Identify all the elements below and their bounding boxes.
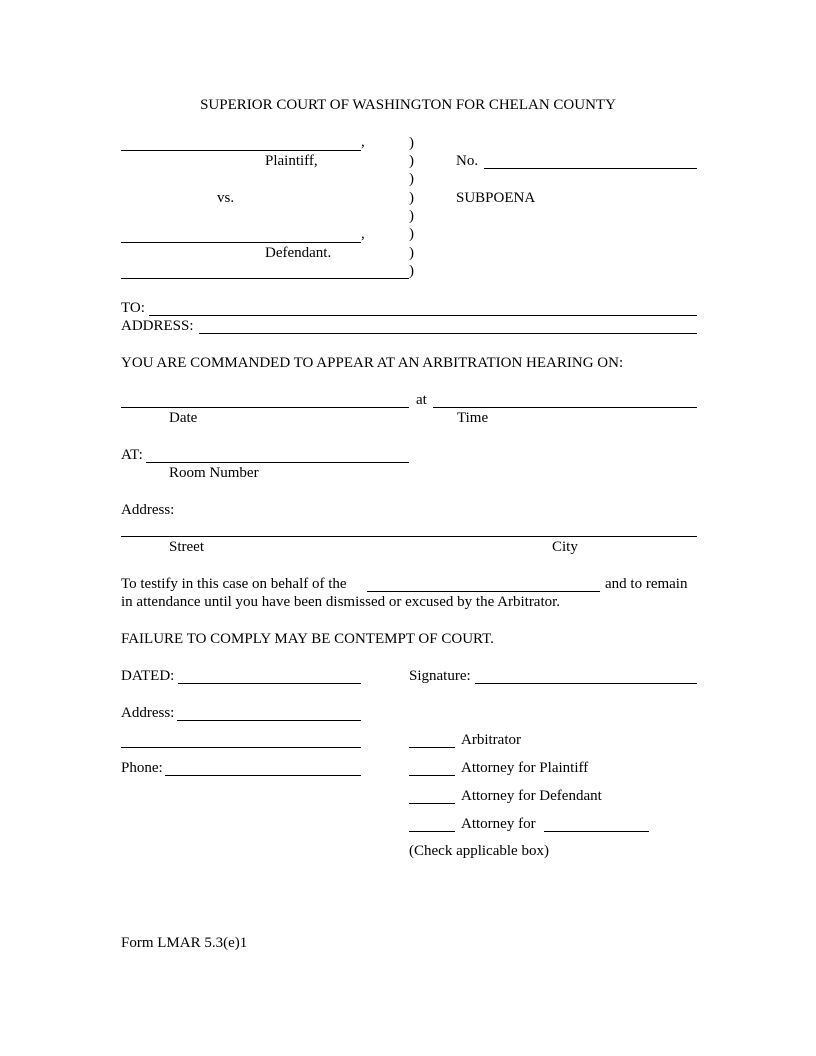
address-label: ADDRESS:	[121, 318, 194, 334]
plaintiff-attorney-check-blank[interactable]	[409, 775, 455, 776]
date-label: Date	[169, 410, 198, 426]
attorney-for-party-line[interactable]	[544, 831, 649, 832]
caption-bottom-line	[121, 278, 409, 279]
vs-label: vs.	[217, 190, 235, 206]
room-number-line[interactable]	[146, 462, 409, 463]
contempt-warning: FAILURE TO COMPLY MAY BE CONTEMPT OF COURT.	[121, 631, 494, 647]
room-number-label: Room Number	[169, 465, 259, 481]
dated-line[interactable]	[178, 683, 361, 684]
defendant-label: Defendant.	[265, 245, 332, 261]
caption-paren: )	[409, 245, 414, 261]
caption-paren: )	[409, 153, 414, 169]
plaintiff-name-line[interactable]	[121, 150, 361, 151]
case-number-line[interactable]	[484, 168, 697, 169]
signer-address-line2[interactable]	[121, 747, 361, 748]
arbitrator-check-blank[interactable]	[409, 747, 455, 748]
signer-address-label: Address:	[121, 705, 175, 721]
time-label: Time	[457, 410, 489, 426]
dated-label: DATED:	[121, 668, 175, 684]
signature-line[interactable]	[475, 683, 697, 684]
caption-paren: )	[409, 190, 414, 206]
time-line[interactable]	[433, 407, 697, 408]
signature-label: Signature:	[409, 668, 471, 684]
date-line[interactable]	[121, 407, 409, 408]
defendant-name-line[interactable]	[121, 242, 361, 243]
street-label: Street	[169, 539, 204, 555]
address-line[interactable]	[199, 333, 697, 334]
defendant-attorney-check-blank[interactable]	[409, 803, 455, 804]
caption-paren: )	[409, 171, 414, 187]
court-title: SUPERIOR COURT OF WASHINGTON FOR CHELAN COUNTY	[200, 97, 616, 113]
defendant-comma: ,	[361, 226, 365, 242]
plaintiff-label: Plaintiff,	[265, 153, 318, 169]
at-place-label: AT:	[121, 447, 143, 463]
to-line[interactable]	[149, 315, 697, 316]
testify-suffix: and to remain	[605, 576, 688, 592]
testify-prefix: To testify in this case on behalf of the	[121, 576, 347, 592]
behalf-of-line[interactable]	[367, 591, 600, 592]
option-attorney-plaintiff: Attorney for Plaintiff	[461, 760, 589, 776]
form-number: Form LMAR 5.3(e)1	[121, 935, 248, 951]
hearing-address-line[interactable]	[121, 536, 697, 537]
option-attorney-defendant: Attorney for Defendant	[461, 788, 602, 804]
option-attorney-for: Attorney for	[461, 816, 536, 832]
plaintiff-comma: ,	[361, 134, 365, 150]
signer-address-line[interactable]	[177, 720, 361, 721]
command-text: YOU ARE COMMANDED TO APPEAR AT AN ARBITRATION HEARING ON:	[121, 355, 624, 371]
caption-paren: )	[409, 208, 414, 224]
phone-label: Phone:	[121, 760, 163, 776]
city-label: City	[552, 539, 578, 555]
other-attorney-check-blank[interactable]	[409, 831, 455, 832]
phone-line[interactable]	[165, 775, 361, 776]
testify-line2: in attendance until you have been dismissed or excused by the Arbitrator.	[121, 594, 561, 610]
option-arbitrator: Arbitrator	[461, 732, 521, 748]
caption-paren: )	[409, 226, 414, 242]
document-type: SUBPOENA	[456, 190, 536, 206]
caption-paren: )	[409, 263, 414, 279]
check-instruction: (Check applicable box)	[409, 843, 549, 859]
hearing-address-label: Address:	[121, 502, 175, 518]
at-label: at	[416, 392, 427, 408]
caption-paren: )	[409, 135, 414, 151]
to-label: TO:	[121, 300, 145, 316]
case-number-label: No.	[456, 153, 479, 169]
